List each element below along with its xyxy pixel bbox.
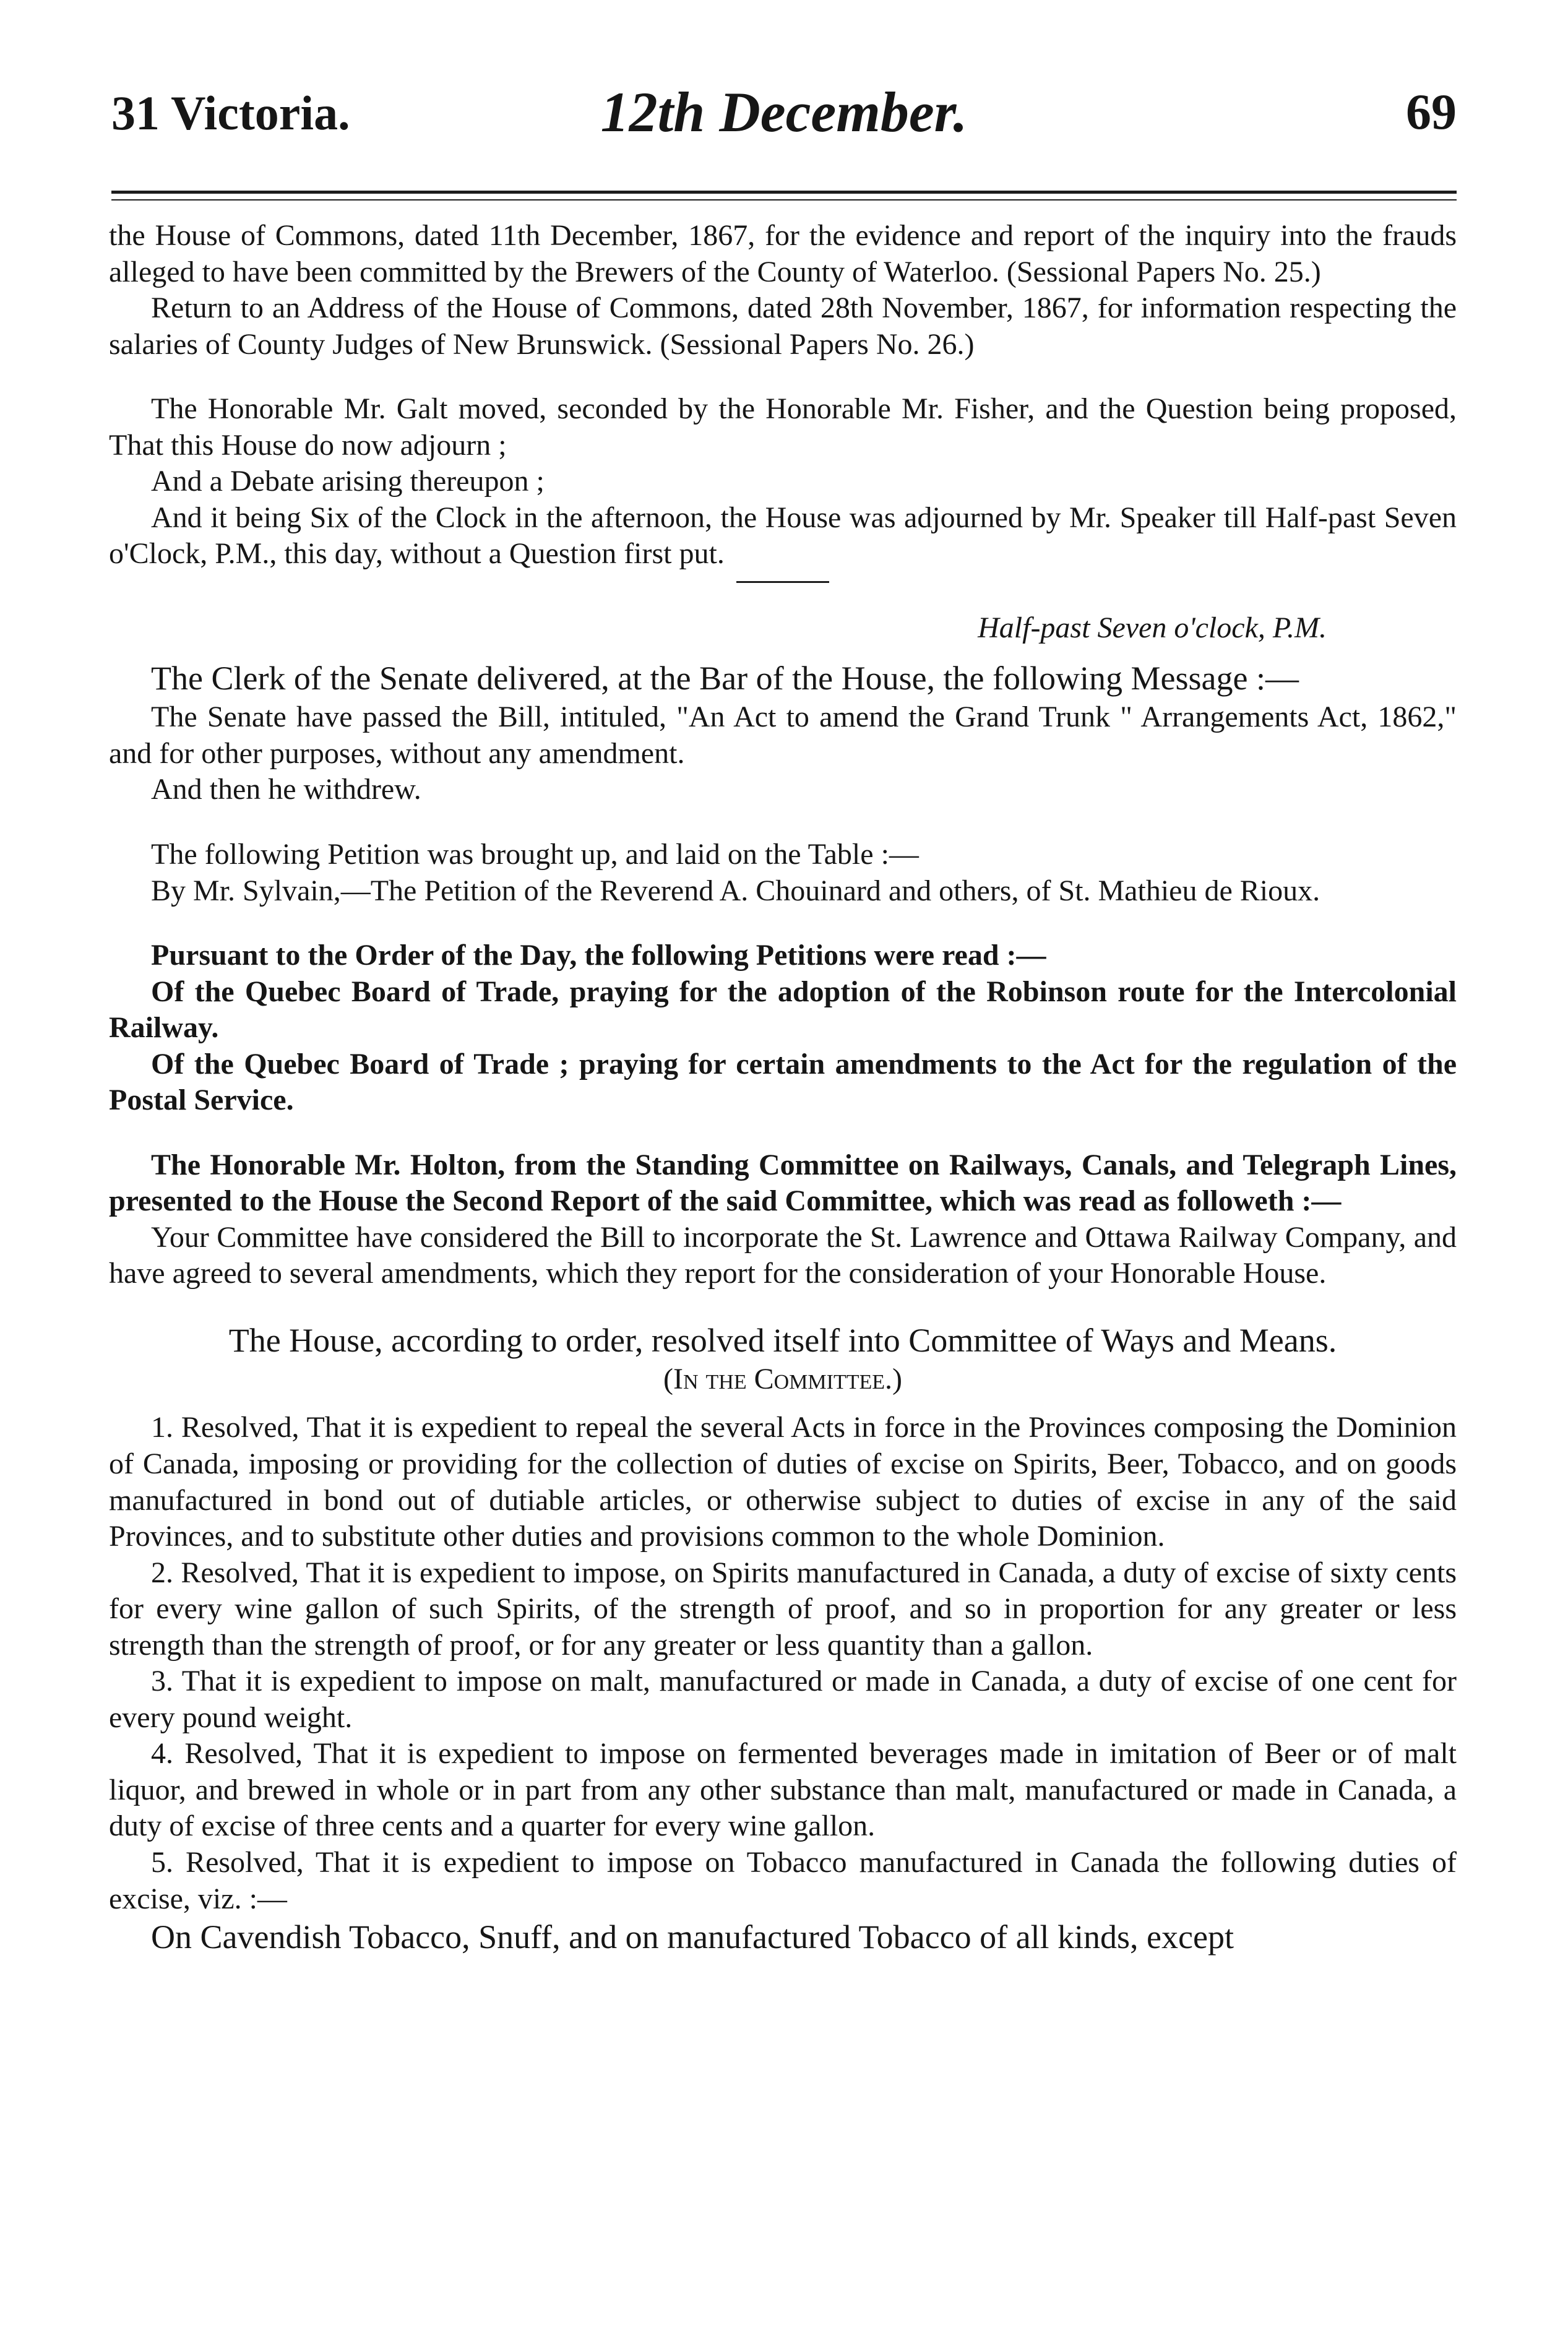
page-header — [111, 79, 1457, 147]
time-heading: Half-past Seven o'clock, P.M. — [978, 611, 1327, 644]
paragraph-order-of-day: Pursuant to the Order of the Day, the following Petitions were read :— — [151, 939, 1046, 972]
paragraph-commons-return-waterloo: the House of Commons, dated 11th December, 1867, for the evidence and report of the inquiry into the frauds alleged to have been committed by the Brewers of the County of Waterloo. (Sessional Papers No. 25.) — [109, 219, 1457, 288]
header-date: 12th December. — [600, 80, 968, 144]
paragraph-debate: And a Debate arising thereupon ; — [151, 465, 545, 498]
paragraph-ways-and-means: The House, according to order, resolved itself into Committee of Ways and Means. — [228, 1322, 1337, 1359]
paragraph-grand-trunk-bill: The Senate have passed the Bill, intituled, "An Act to amend the Grand Trunk " Arrangements Act, 1862," and for other purposes, without any amendment. — [109, 701, 1457, 770]
in-committee-heading: (In the Committee.) — [663, 1362, 903, 1395]
page-body — [109, 218, 1457, 1958]
paragraph-senate-message: The Clerk of the Senate delivered, at the Bar of the House, the following Message :— — [151, 660, 1299, 697]
resolution-3: 3. That it is expedient to impose on malt, manufactured or made in Canada, a duty of excise of one cent for every pound weight. — [109, 1665, 1457, 1734]
paragraph-committee-report: Your Committee have considered the Bill to incorporate the St. Lawrence and Ottawa Railway Company, and have agreed to several amendments, which they report for the consideration of your Honorable House. — [109, 1220, 1457, 1290]
paragraph-withdrew: And then he withdrew. — [151, 773, 421, 806]
header-rule-thick — [111, 191, 1457, 194]
page-number: 69 — [1406, 84, 1457, 140]
paragraph-cavendish-tobacco: On Cavendish Tobacco, Snuff, and on manufactured Tobacco of all kinds, except — [151, 1918, 1234, 1956]
resolution-1: 1. Resolved, That it is expedient to repeal the several Acts in force in the Provinces composing the Dominion of Canada, imposing or providing for the collection of duties of excise on Spirits, Beer, Tobacco, and on goods manufactured in bond out of dutiable articles, or otherwise subject to duties of excise in any of the said Provinces, and to substitute other duties and provisions common to the whole Dominion. — [109, 1411, 1457, 1553]
paragraph-holton-report: The Honorable Mr. Holton, from the Standing Committee on Railways, Canals, and Telegraph Lines, presented to the House the Second Report of the said Committee, which was read as followeth :— — [109, 1148, 1457, 1218]
paragraph-adjourned: And it being Six of the Clock in the afternoon, the House was adjourned by Mr. Speaker till Half-past Seven o'Clock, P.M., this day, without a Question first put. — [109, 501, 1457, 571]
section-divider — [736, 581, 829, 583]
resolution-4: 4. Resolved, That it is expedient to impose on fermented beverages made in imitation of Beer or of malt liquor, and brewed in whole or in part from any other substance than malt, manufactured or made in Canada, a duty of excise of three cents and a quarter for every wine gallon. — [109, 1737, 1457, 1843]
paragraph-petition-brought-up: The following Petition was brought up, and laid on the Table :— — [151, 837, 919, 871]
resolution-2: 2. Resolved, That it is expedient to impose, on Spirits manufactured in Canada, a duty of excise of sixty cents for every wine gallon of such Spirits, of the strength of proof, and so in proportion for any greater or less strength than the strength of proof, or for any greater or less quantity than a gallon. — [109, 1556, 1457, 1662]
paragraph-postal-service: Of the Quebec Board of Trade ; praying for certain amendments to the Act for the regulation of the Postal Service. — [109, 1047, 1457, 1117]
paragraph-robinson-route: Of the Quebec Board of Trade, praying for the adoption of the Robinson route for the Intercolonial Railway. — [109, 975, 1457, 1045]
header-rule-thin — [111, 199, 1457, 201]
paragraph-return-new-brunswick: Return to an Address of the House of Commons, dated 28th November, 1867, for information respecting the salaries of County Judges of New Brunswick. (Sessional Papers No. 26.) — [109, 291, 1457, 361]
paragraph-galt-motion: The Honorable Mr. Galt moved, seconded by the Honorable Mr. Fisher, and the Question being proposed, That this House do now adjourn ; — [109, 392, 1457, 462]
header-regnal-year: 31 Victoria. — [111, 86, 350, 140]
resolution-5: 5. Resolved, That it is expedient to impose on Tobacco manufactured in Canada the following duties of excise, viz. :— — [109, 1845, 1457, 1915]
paragraph-sylvain-petition: By Mr. Sylvain,—The Petition of the Reverend A. Chouinard and others, of St. Mathieu de Rioux. — [151, 874, 1320, 907]
